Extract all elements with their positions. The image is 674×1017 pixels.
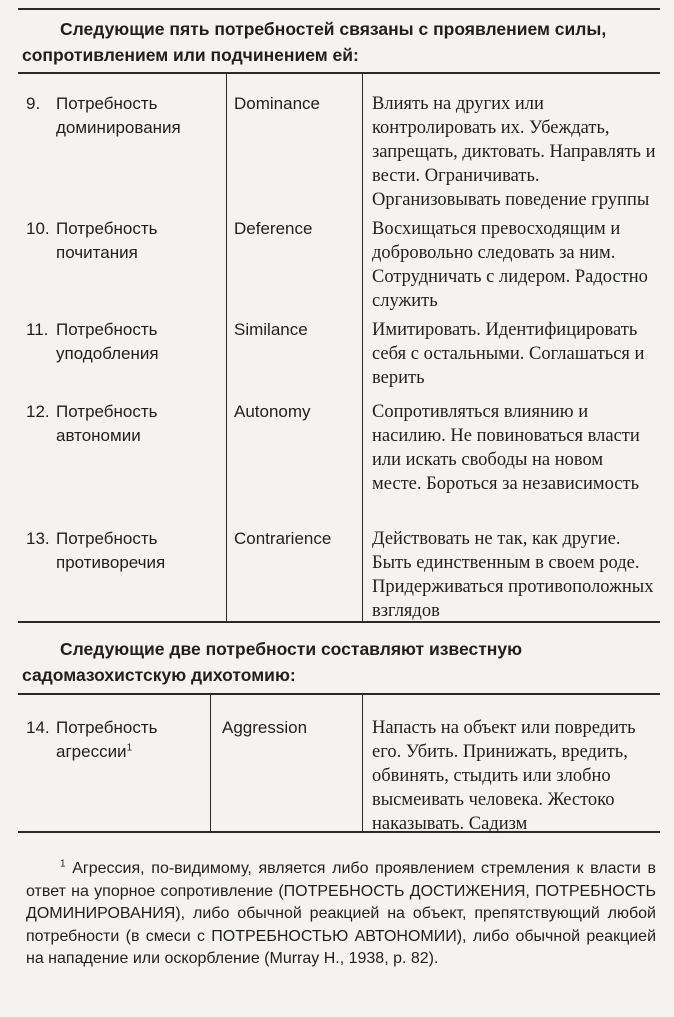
table-row <box>26 716 226 764</box>
need-name-line1: Потребность <box>56 529 158 548</box>
need-description: Действовать не так, как другие. Быть единственным в своем роде. Придерживаться противоположных взглядов <box>372 529 654 621</box>
need-description: Восхищаться превосходящим и добровольно следовать за ним. Сотрудничать с лидером. Радостно служить <box>372 219 648 311</box>
need-name-line2: агрессии <box>56 742 127 761</box>
table-row <box>26 400 226 448</box>
table-row <box>26 217 226 265</box>
need-number: 9. <box>26 94 41 113</box>
need-number: 10. <box>26 219 50 238</box>
footnote-mark: 1 <box>60 858 66 870</box>
need-english: Autonomy <box>234 402 311 421</box>
need-english: Contrarience <box>234 529 332 548</box>
need-description: Сопротивляться влиянию и насилию. Не повиноваться власти или искать свободы на новом месте. Бороться за независимость <box>372 402 640 494</box>
footnote-text: Агрессия, по-видимому, является либо проявлением стремления к власти в ответ на упорное сопротивление (ПОТРЕБНОСТЬ ДОСТИЖЕНИЯ, ПОТРЕБНОСТЬ ДОМИНИРОВАНИЯ), либо обычной реакцией на объект, препятствующий любой потребности (в смеси с ПОТРЕБНОСТЬЮ АВТОНОМИИ), либо обычной реакцией на нападение или оскорбление (Murray H., 1938, p. 82). <box>26 860 656 967</box>
need-name-line2: уподобления <box>56 344 159 363</box>
table-top-rule <box>18 72 660 74</box>
section-heading-power: Следующие пять потребностей связаны с проявлением силы, сопротивлением или подчинением ей: <box>22 19 607 65</box>
need-english: Aggression <box>222 718 308 737</box>
footnote <box>26 858 656 971</box>
need-number: 13. <box>26 529 50 548</box>
need-name-line2: почитания <box>56 243 138 262</box>
need-name-line2: доминирования <box>56 118 181 137</box>
table2-top-rule <box>18 693 660 695</box>
table2-column-divider-2 <box>362 694 363 831</box>
need-number: 14. <box>26 718 50 737</box>
table-row <box>26 527 226 575</box>
column-divider-1 <box>226 73 227 621</box>
need-name-line1: Потребность <box>56 320 158 339</box>
footnote-reference: 1 <box>126 742 133 754</box>
need-name-line1: Потребность <box>56 219 158 238</box>
need-name-line1: Потребность <box>56 94 158 113</box>
need-name-line1: Потребность <box>56 402 158 421</box>
table-row <box>26 92 226 140</box>
need-description: Влиять на других или контролировать их. Убеждать, запрещать, диктовать. Направлять и вести. Ограничивать. Организовывать поведение группы <box>372 94 656 210</box>
top-rule <box>18 8 660 10</box>
need-name-line2: автономии <box>56 426 141 445</box>
need-description: Имитировать. Идентифицировать себя с остальными. Соглашаться и верить <box>372 320 645 388</box>
need-name-line1: Потребность <box>56 718 158 737</box>
need-english: Dominance <box>234 94 320 113</box>
need-english: Similance <box>234 320 308 339</box>
section-heading-sadomasochistic: Следующие две потребности составляют известную садомазохистскую дихотомию: <box>22 639 523 685</box>
need-description: Напасть на объект или повредить его. Убить. Принижать, вредить, обвинять, стыдить или злобно высмеивать человека. Жестоко наказывать. Садизм <box>372 718 636 834</box>
need-english: Deference <box>234 219 313 238</box>
table-row <box>26 318 226 366</box>
need-number: 11. <box>26 320 49 339</box>
need-name-line2: противоречия <box>56 553 166 572</box>
need-number: 12. <box>26 402 50 421</box>
